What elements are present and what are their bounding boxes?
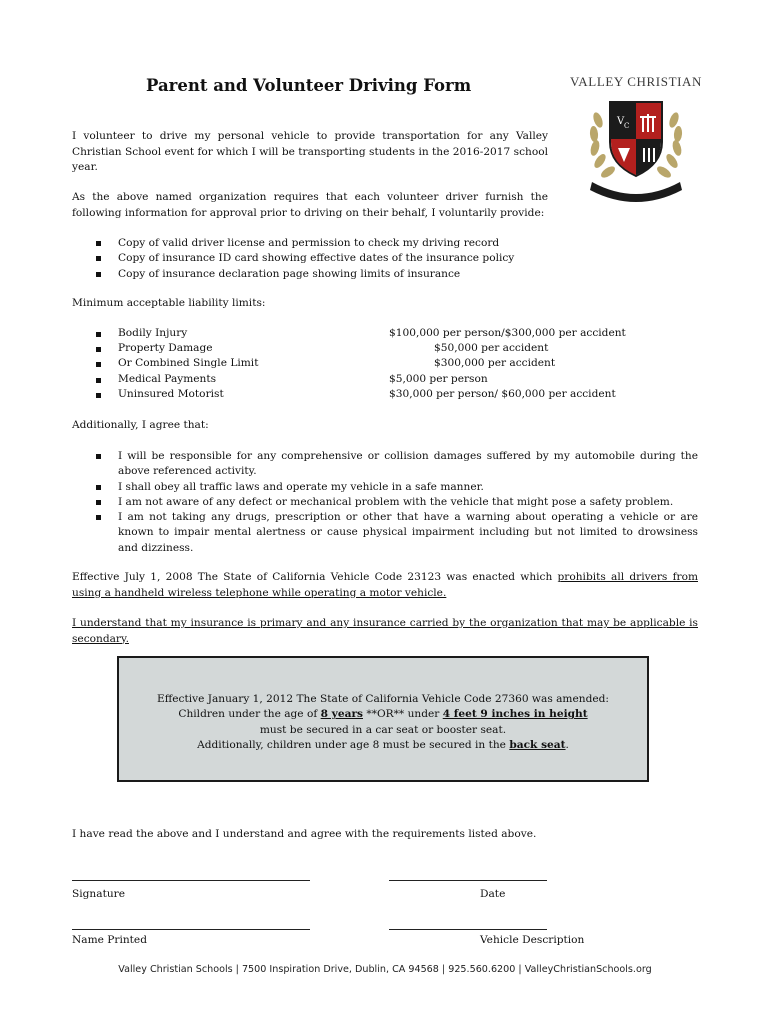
date-label: Date bbox=[480, 888, 506, 900]
name-printed-line[interactable] bbox=[72, 929, 310, 930]
required-documents-list bbox=[72, 236, 698, 282]
list-item: I will be responsible for any comprehensive or collision damages suffered by my automobile during the above referenced activity. bbox=[72, 449, 698, 480]
list-item: I am not aware of any defect or mechanical problem with the vehicle that might pose a safety problem. bbox=[72, 495, 698, 510]
limits-heading: Minimum acceptable liability limits: bbox=[72, 297, 266, 309]
bullet-icon bbox=[96, 378, 101, 383]
notice-line: Children under the age of 8 years **OR** under 4 feet 9 inches in height bbox=[178, 708, 588, 721]
limit-value: $50,000 per accident bbox=[434, 342, 549, 354]
agree-heading: Additionally, I agree that: bbox=[72, 419, 209, 431]
list-item: I am not taking any drugs, prescription or other that have a warning about operating a vehicle or are known to impair mental alertness or cause physical impairment including but not limited to drowsiness and dizziness. bbox=[72, 510, 698, 556]
signature-line[interactable] bbox=[72, 880, 310, 881]
list-item bbox=[72, 357, 712, 372]
list-item: Copy of valid driver license and permission to check my driving record bbox=[72, 236, 698, 251]
limit-label: Medical Payments bbox=[118, 373, 217, 385]
phone-law-underlined: prohibits all drivers from using a handheld wireless telephone while operating a motor vehicle. bbox=[72, 571, 698, 599]
notice-line: Additionally, children under age 8 must be secured in the back seat. bbox=[197, 739, 569, 752]
svg-text:C: C bbox=[624, 122, 630, 130]
page-footer: Valley Christian Schools | 7500 Inspiration Drive, Dublin, CA 94568 | 925.560.6200 | ValleyChristianSchools.org bbox=[118, 964, 652, 975]
list-item: Copy of insurance declaration page showing limits of insurance bbox=[72, 267, 698, 282]
list-item bbox=[72, 327, 712, 342]
limit-label: Uninsured Motorist bbox=[118, 388, 224, 400]
limit-label: Property Damage bbox=[118, 342, 213, 354]
bullet-icon bbox=[96, 362, 101, 367]
vehicle-description-line[interactable] bbox=[389, 929, 547, 930]
phone-law-text: Effective July 1, 2008 The State of California Vehicle Code 23123 was enacted which bbox=[72, 571, 558, 583]
vehicle-description-label: Vehicle Description bbox=[480, 934, 585, 946]
school-crest-logo bbox=[586, 90, 686, 206]
list-item bbox=[72, 342, 712, 357]
page-title: Parent and Volunteer Driving Form bbox=[146, 76, 472, 95]
insurance-primary-statement: I understand that my insurance is primary and any insurance carried by the organization that may be applicable is secondary. bbox=[72, 617, 698, 645]
requirement-intro: As the above named organization requires that each volunteer driver furnish the following information for approval prior to driving on their behalf, I voluntarily provide: bbox=[72, 191, 548, 219]
bullet-icon bbox=[96, 332, 101, 337]
limit-value: $100,000 per person/$300,000 per accident bbox=[389, 327, 626, 339]
car-seat-notice-box bbox=[117, 656, 649, 782]
bullet-icon bbox=[96, 393, 101, 398]
date-line[interactable] bbox=[389, 880, 547, 881]
signature-label: Signature bbox=[72, 888, 125, 900]
bullet-icon bbox=[96, 347, 101, 352]
intro-paragraph: I volunteer to drive my personal vehicle to provide transportation for any Valley Christian School event for which I will be transporting students in the 2016-2017 school year. bbox=[72, 130, 548, 173]
list-item bbox=[72, 388, 712, 403]
phone-law-paragraph bbox=[72, 570, 698, 601]
limit-label: Or Combined Single Limit bbox=[118, 357, 259, 369]
name-printed-label: Name Printed bbox=[72, 934, 147, 946]
acknowledgement-text: I have read the above and I understand and agree with the requirements listed above. bbox=[72, 828, 537, 840]
limit-label: Bodily Injury bbox=[118, 327, 188, 339]
list-item bbox=[72, 373, 712, 388]
limit-value: $300,000 per accident bbox=[434, 357, 556, 369]
svg-text:V: V bbox=[617, 116, 625, 127]
agreements-list bbox=[72, 449, 698, 556]
school-logo-name: VALLEY CHRISTIAN bbox=[570, 74, 703, 89]
notice-line: Effective January 1, 2012 The State of California Vehicle Code 27360 was amended: bbox=[157, 693, 609, 705]
limit-value: $5,000 per person bbox=[389, 373, 488, 385]
notice-line: must be secured in a car seat or booster seat. bbox=[259, 723, 507, 736]
list-item: I shall obey all traffic laws and operate my vehicle in a safe manner. bbox=[72, 480, 698, 495]
limit-value: $30,000 per person/ $60,000 per accident bbox=[389, 388, 616, 400]
list-item: Copy of insurance ID card showing effective dates of the insurance policy bbox=[72, 251, 698, 266]
